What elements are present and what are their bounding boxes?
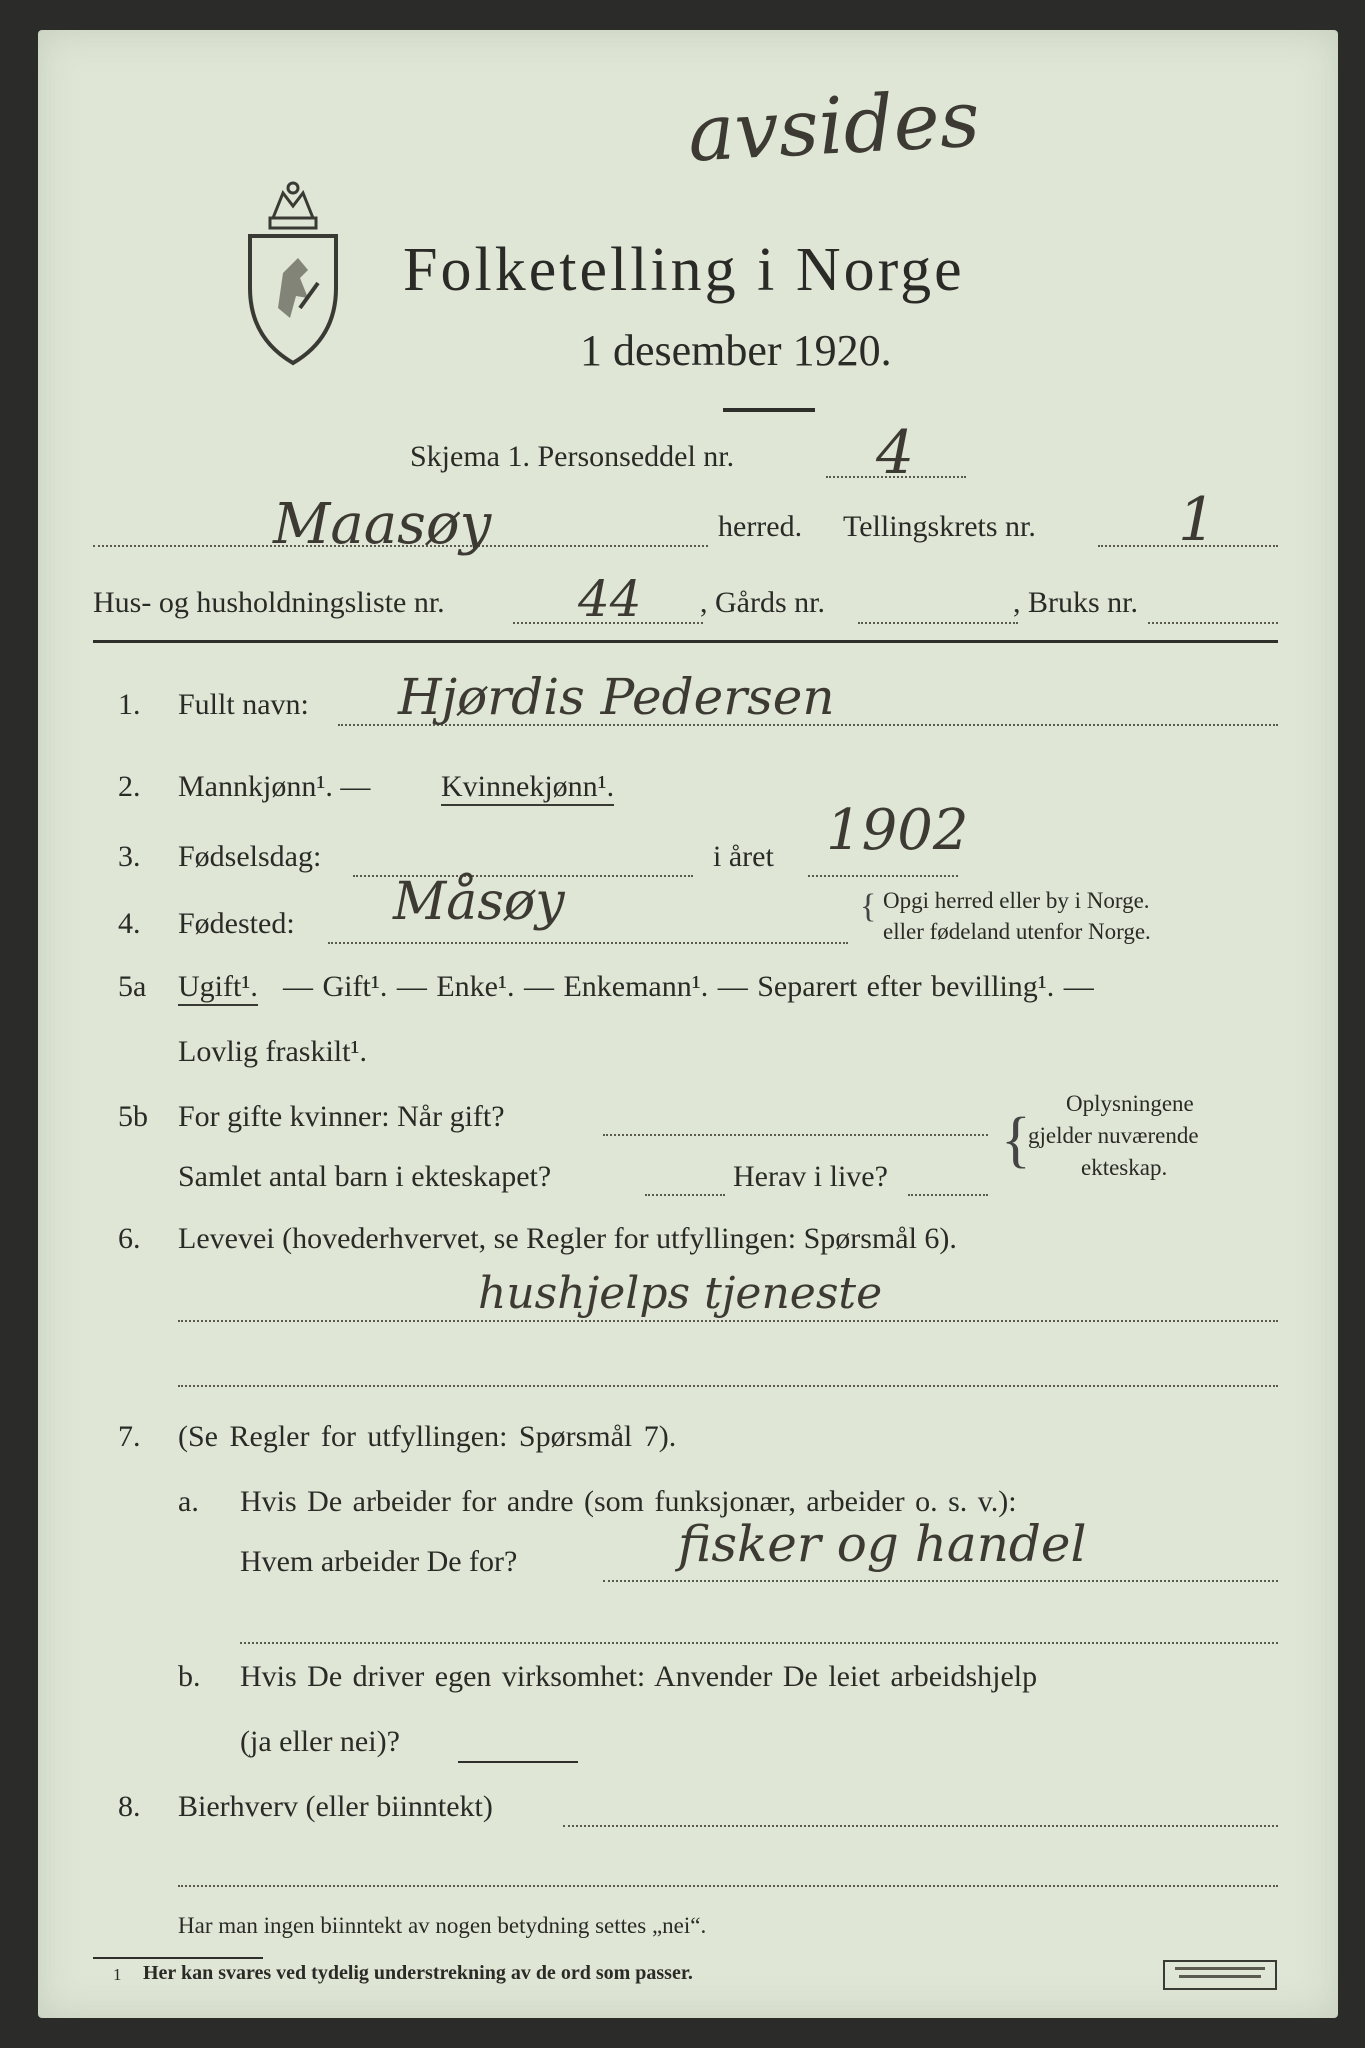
q5a-fraskilt: Lovlig fraskilt¹.	[178, 1035, 367, 1068]
footnote-marker: 1	[113, 1965, 122, 1984]
q4-line	[328, 942, 848, 944]
form-title: Folketelling i Norge	[403, 236, 965, 304]
q7b-letter: b.	[178, 1660, 201, 1693]
q6-line-2	[178, 1385, 1278, 1387]
gards-label: , Gårds nr.	[700, 586, 825, 619]
herred-label: herred.	[718, 510, 803, 543]
personseddel-label: Skjema 1. Personseddel nr.	[410, 440, 735, 473]
q3-year-value: 1902	[826, 798, 969, 863]
personseddel-value: 4	[876, 418, 915, 488]
q7-label: (Se Regler for utfyllingen: Spørsmål 7).	[178, 1420, 677, 1453]
q4-bracket: {	[860, 888, 877, 925]
q7-number: 7.	[118, 1420, 141, 1453]
q5b-barn-line	[645, 1194, 725, 1196]
q5b-live-line	[908, 1194, 988, 1196]
q6-line-1	[178, 1320, 1278, 1322]
q5b-note-1: Oplysningene	[1066, 1091, 1194, 1116]
q5a-options: — Gift¹. — Enke¹. — Enkemann¹. — Separert efter bevilling¹. —	[283, 970, 1094, 1003]
q6-number: 6.	[118, 1222, 141, 1255]
q7a-label: Hvis De arbeider for andre (som funksjonær, arbeider o. s. v.):	[240, 1485, 1017, 1518]
q3-label: Fødselsdag:	[178, 840, 322, 873]
q5b-label-barn: Samlet antal barn i ekteskapet?	[178, 1160, 552, 1193]
q7b-question: (ja eller nei)?	[240, 1725, 400, 1758]
q5a-ugift: Ugift¹.	[178, 970, 258, 1006]
q7a-line-2	[240, 1642, 1278, 1644]
census-form	[38, 30, 1338, 2018]
q7a-value: fisker og handel	[678, 1515, 1087, 1573]
q3-year-line	[808, 875, 958, 877]
q7b-answer-line	[458, 1761, 578, 1763]
herred-value: Maasøy	[273, 492, 492, 557]
q1-value: Hjørdis Pedersen	[398, 668, 835, 726]
q8-line	[563, 1825, 1278, 1827]
q5b-note-3: ekteskap.	[1081, 1155, 1168, 1180]
footnote-rule	[93, 1957, 263, 1959]
q5b-gift-line	[603, 1134, 988, 1136]
bruks-label: , Bruks nr.	[1013, 586, 1139, 619]
footnote-text: Her kan svares ved tydelig understrekning av de ord som passer.	[143, 1962, 693, 1984]
q2-mannkjonn: Mannkjønn¹. —	[178, 770, 371, 803]
q4-number: 4.	[118, 907, 141, 940]
q8-line-2	[178, 1885, 1278, 1887]
tellingskrets-label: Tellingskrets nr.	[843, 510, 1036, 543]
q7a-question: Hvem arbeider De for?	[240, 1545, 518, 1578]
gards-line	[858, 622, 1018, 624]
q7a-letter: a.	[178, 1485, 199, 1518]
q5b-note-2: gjelder nuværende	[1028, 1123, 1199, 1148]
q1-label: Fullt navn:	[178, 688, 309, 721]
q3-number: 3.	[118, 840, 141, 873]
q4-note-1: Opgi herred eller by i Norge.	[883, 888, 1150, 913]
q5b-label-gift: For gifte kvinner: Når gift?	[178, 1100, 505, 1133]
q4-label: Fødested:	[178, 907, 295, 940]
printer-mark-icon	[1163, 1960, 1277, 1990]
q8-label: Bierhverv (eller biinntekt)	[178, 1790, 493, 1823]
header-rule	[93, 640, 1278, 643]
avsides-stamp: avsides	[685, 74, 982, 180]
q5a-number: 5a	[118, 970, 147, 1003]
q6-label: Levevei (hovederhvervet, se Regler for utfyllingen: Spørsmål 6).	[178, 1222, 957, 1255]
bruks-line	[1148, 622, 1278, 624]
q7b-label: Hvis De driver egen virksomhet: Anvender De leiet arbeidshjelp	[240, 1660, 1038, 1693]
q4-value: Måsøy	[393, 872, 565, 932]
q8-number: 8.	[118, 1790, 141, 1823]
q6-value: hushjelps tjeneste	[478, 1268, 883, 1319]
census-date: 1 desember 1920.	[580, 326, 892, 375]
title-divider	[723, 408, 815, 412]
q1-number: 1.	[118, 688, 141, 721]
q2-kvinnekjonn: Kvinnekjønn¹.	[441, 770, 614, 806]
q2-number: 2.	[118, 770, 141, 803]
coat-of-arms-icon	[238, 178, 348, 368]
bottom-note: Har man ingen biinntekt av nogen betydning settes „nei“.	[178, 1913, 707, 1938]
q5b-number: 5b	[118, 1100, 148, 1133]
q3-year-label: i året	[713, 840, 774, 873]
tellingskrets-value: 1	[1178, 485, 1217, 555]
husholdningsliste-label: Hus- og husholdningsliste nr.	[93, 586, 445, 619]
q7a-line	[603, 1580, 1278, 1582]
husholdningsliste-value: 44	[578, 570, 642, 628]
q5b-bracket: {	[1001, 1106, 1031, 1174]
q4-note-2: eller fødeland utenfor Norge.	[883, 919, 1151, 944]
q5b-label-live: Herav i live?	[733, 1160, 888, 1193]
